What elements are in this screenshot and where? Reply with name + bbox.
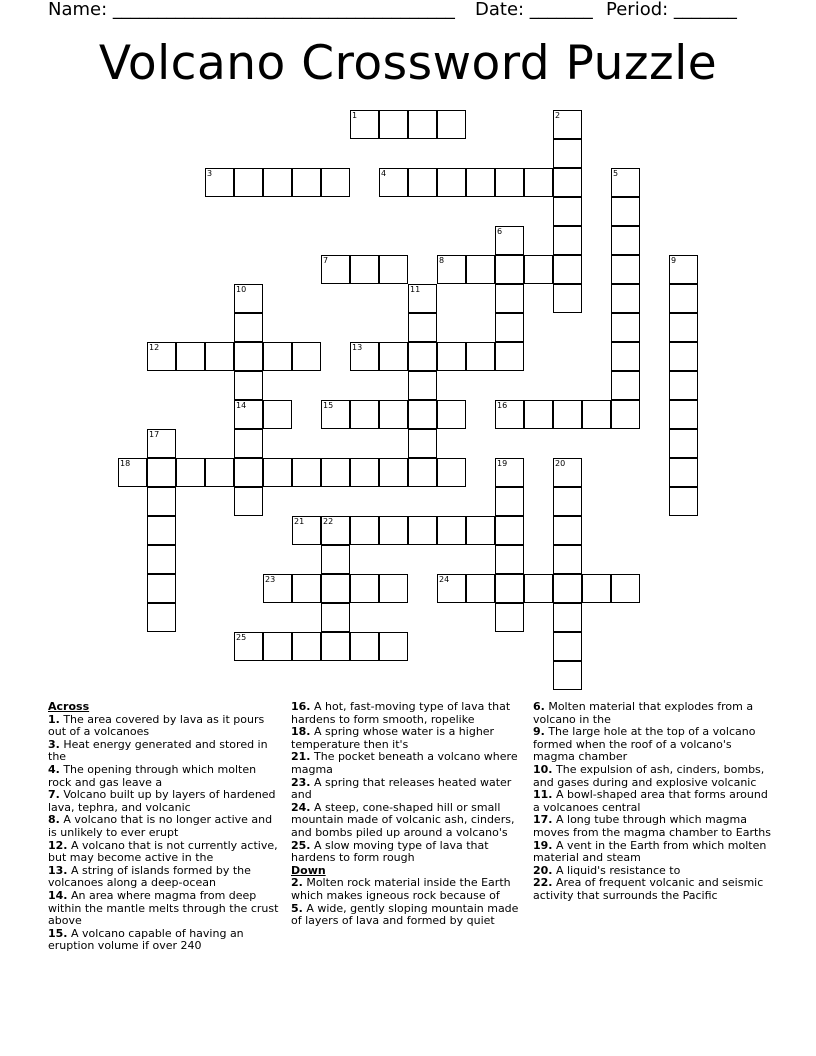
clue-number: 8 <box>439 256 445 265</box>
clue-item <box>48 890 282 928</box>
clue-text: A spring whose water is a higher temperature then it's <box>291 725 495 751</box>
grid-cell[interactable] <box>292 458 321 487</box>
clue-number: 9 <box>671 256 677 265</box>
clue-number-label: 6. <box>533 700 545 713</box>
clue-text: A volcano that is no longer active and is unlikely to ever erupt <box>48 813 273 839</box>
grid-cell[interactable] <box>350 255 379 284</box>
grid-cell[interactable] <box>408 400 437 429</box>
page-title: Volcano Crossword Puzzle <box>98 36 718 91</box>
grid-cell[interactable] <box>437 458 466 487</box>
grid-cell[interactable] <box>350 574 379 603</box>
clue-item <box>48 714 282 739</box>
grid-cell[interactable] <box>553 516 582 545</box>
grid-cell[interactable] <box>582 574 611 603</box>
clue-item <box>48 814 282 839</box>
grid-cell[interactable] <box>321 458 350 487</box>
grid-cell[interactable] <box>553 139 582 168</box>
grid-cell[interactable] <box>669 487 698 516</box>
grid-cell[interactable] <box>408 110 437 139</box>
grid-cell[interactable] <box>321 516 350 545</box>
clue-number-label: 17. <box>533 813 553 827</box>
grid-cell[interactable] <box>611 255 640 284</box>
grid-cell[interactable] <box>379 516 408 545</box>
grid-cell[interactable] <box>611 400 640 429</box>
grid-cell[interactable] <box>205 342 234 371</box>
grid-cell[interactable] <box>350 632 379 661</box>
grid-cell[interactable] <box>437 168 466 197</box>
clue-item <box>291 701 521 726</box>
grid-cell[interactable] <box>553 661 582 690</box>
grid-cell[interactable] <box>553 284 582 313</box>
clue-text: Heat energy generated and stored in the <box>48 737 268 764</box>
clue-number: 13 <box>352 343 363 352</box>
grid-cell[interactable] <box>147 458 176 487</box>
grid-cell[interactable] <box>553 574 582 603</box>
grid-cell[interactable] <box>437 342 466 371</box>
grid-cell[interactable] <box>495 168 524 197</box>
clue-number-label: 18. <box>291 725 311 739</box>
grid-cell[interactable] <box>350 400 379 429</box>
date-field-label: Date: _______ <box>475 0 593 20</box>
grid-cell[interactable] <box>379 400 408 429</box>
grid-cell[interactable] <box>524 255 553 284</box>
grid-cell[interactable] <box>669 342 698 371</box>
clue-item <box>533 877 773 902</box>
clue-item <box>48 789 282 814</box>
grid-cell[interactable] <box>147 342 176 371</box>
clues-column-2 <box>291 701 521 928</box>
grid-cell[interactable] <box>437 516 466 545</box>
clue-number-label: 12. <box>48 838 68 852</box>
clue-text: An area where magma from deep within the mantle melts through the crust above <box>48 888 279 928</box>
grid-cell[interactable] <box>611 197 640 226</box>
grid-cell[interactable] <box>466 342 495 371</box>
grid-cell[interactable] <box>582 400 611 429</box>
clue-number-label: 14. <box>48 888 68 902</box>
grid-cell[interactable] <box>321 632 350 661</box>
clue-item <box>291 751 521 776</box>
clue-number: 1 <box>352 111 358 120</box>
grid-cell[interactable] <box>466 168 495 197</box>
grid-cell[interactable] <box>147 574 176 603</box>
clue-number-label: 10. <box>533 762 553 776</box>
clues-column-3 <box>533 701 773 903</box>
clue-number: 18 <box>120 459 131 468</box>
grid-cell[interactable] <box>292 516 321 545</box>
clue-text: The large hole at the top of a volcano formed when the roof of a volcano's magma chamber <box>533 725 756 764</box>
grid-cell[interactable] <box>147 429 176 458</box>
grid-cell[interactable] <box>234 342 263 371</box>
clue-text: A string of islands formed by the volcanoes along a deep-ocean <box>48 863 251 890</box>
clue-text: A vent in the Earth from which molten material and steam <box>533 838 767 865</box>
grid-cell[interactable] <box>669 371 698 400</box>
clue-text: The area covered by lava as it pours out of a volcanoes <box>48 712 265 739</box>
grid-cell[interactable] <box>321 255 350 284</box>
clue-number: 3 <box>207 169 213 178</box>
clue-number: 2 <box>555 111 561 120</box>
grid-cell[interactable] <box>350 516 379 545</box>
clue-item <box>48 928 282 953</box>
grid-cell[interactable] <box>495 226 524 255</box>
grid-cell[interactable] <box>524 574 553 603</box>
grid-cell[interactable] <box>495 255 524 284</box>
clue-number-label: 15. <box>48 926 68 940</box>
grid-cell[interactable] <box>234 632 263 661</box>
clue-item <box>48 764 282 789</box>
grid-cell[interactable] <box>379 168 408 197</box>
clue-item <box>533 789 773 814</box>
clue-item <box>291 840 521 865</box>
grid-cell[interactable] <box>408 313 437 342</box>
clue-number: 12 <box>149 343 160 352</box>
grid-cell[interactable] <box>234 168 263 197</box>
grid-cell[interactable] <box>669 255 698 284</box>
clue-text: A bowl-shaped area that forms around a volcanoes central <box>533 788 768 814</box>
clue-number: 10 <box>236 285 247 294</box>
grid-cell[interactable] <box>234 313 263 342</box>
grid-cell[interactable] <box>669 400 698 429</box>
grid-cell[interactable] <box>466 574 495 603</box>
grid-cell[interactable] <box>611 371 640 400</box>
grid-cell[interactable] <box>495 516 524 545</box>
clue-number-label: 22. <box>533 876 553 890</box>
grid-cell[interactable] <box>495 603 524 632</box>
clue-text: A hot, fast-moving type of lava that hardens to form smooth, ropelike <box>291 700 511 726</box>
clue-item <box>48 739 282 764</box>
grid-cell[interactable] <box>292 632 321 661</box>
clue-number: 22 <box>323 517 334 526</box>
clue-text: A long tube through which magma moves from the magma chamber to Earths <box>533 813 771 839</box>
grid-cell[interactable] <box>553 110 582 139</box>
grid-cell[interactable] <box>234 429 263 458</box>
grid-cell[interactable] <box>321 168 350 197</box>
grid-cell[interactable] <box>379 342 408 371</box>
grid-cell[interactable] <box>495 574 524 603</box>
grid-cell[interactable] <box>234 371 263 400</box>
grid-cell[interactable] <box>553 487 582 516</box>
clue-number: 5 <box>613 169 619 178</box>
clue-number-label: 11. <box>533 788 553 802</box>
clue-number: 4 <box>381 169 387 178</box>
grid-cell[interactable] <box>408 371 437 400</box>
grid-cell[interactable] <box>234 458 263 487</box>
grid-cell[interactable] <box>669 313 698 342</box>
grid-cell[interactable] <box>350 110 379 139</box>
grid-cell[interactable] <box>437 110 466 139</box>
grid-cell[interactable] <box>611 168 640 197</box>
grid-cell[interactable] <box>147 516 176 545</box>
clue-item <box>533 840 773 865</box>
grid-cell[interactable] <box>466 516 495 545</box>
grid-cell[interactable] <box>553 400 582 429</box>
grid-cell[interactable] <box>495 487 524 516</box>
grid-cell[interactable] <box>611 313 640 342</box>
grid-cell[interactable] <box>437 400 466 429</box>
clue-number-label: 19. <box>533 838 553 852</box>
clue-number-label: 25. <box>291 838 311 852</box>
grid-cell[interactable] <box>611 284 640 313</box>
clue-number: 7 <box>323 256 329 265</box>
clue-number-label: 8. <box>48 813 60 827</box>
grid-cell[interactable] <box>495 458 524 487</box>
clue-text: A wide, gently sloping mountain made of layers of lava and formed by quiet <box>291 901 519 928</box>
grid-cell[interactable] <box>263 574 292 603</box>
clue-text: A spring that releases heated water and <box>291 775 512 802</box>
grid-cell[interactable] <box>553 603 582 632</box>
clue-item <box>533 701 773 726</box>
grid-cell[interactable] <box>408 342 437 371</box>
clue-item <box>533 726 773 764</box>
clue-item <box>291 802 521 840</box>
clue-item <box>291 877 521 902</box>
clue-number: 11 <box>410 285 421 294</box>
grid-cell[interactable] <box>669 429 698 458</box>
grid-cell[interactable] <box>350 458 379 487</box>
grid-cell[interactable] <box>379 255 408 284</box>
clue-text: The expulsion of ash, cinders, bombs, and gases during and explosive volcanic <box>533 762 765 789</box>
grid-cell[interactable] <box>437 255 466 284</box>
clue-text: Molten material that explodes from a volcano in the <box>533 700 754 726</box>
grid-cell[interactable] <box>379 632 408 661</box>
clue-number: 24 <box>439 575 450 584</box>
grid-cell[interactable] <box>350 342 379 371</box>
clue-number-label: 1. <box>48 712 60 726</box>
grid-cell[interactable] <box>553 632 582 661</box>
clue-number-label: 24. <box>291 800 311 814</box>
grid-cell[interactable] <box>495 313 524 342</box>
grid-cell[interactable] <box>408 284 437 313</box>
grid-cell[interactable] <box>234 487 263 516</box>
clue-text: A slow moving type of lava that hardens to form rough <box>291 838 489 865</box>
clue-text: Area of frequent volcanic and seismic activity that surrounds the Pacific <box>533 876 764 902</box>
grid-cell[interactable] <box>147 487 176 516</box>
grid-cell[interactable] <box>553 226 582 255</box>
clue-item <box>291 903 521 928</box>
clue-text: A volcano capable of having an eruption volume if over 240 <box>48 926 244 953</box>
grid-cell[interactable] <box>118 458 147 487</box>
clue-item <box>533 814 773 839</box>
grid-cell[interactable] <box>437 574 466 603</box>
clue-number: 21 <box>294 517 305 526</box>
across-heading: Across <box>48 700 90 713</box>
clue-number-label: 9. <box>533 725 545 739</box>
period-field-label: Period: _______ <box>606 0 737 20</box>
name-field-label: Name: ______________________________________ <box>48 0 455 20</box>
grid-cell[interactable] <box>379 458 408 487</box>
grid-cell[interactable] <box>495 545 524 574</box>
clue-number-label: 20. <box>533 863 553 877</box>
grid-cell[interactable] <box>524 400 553 429</box>
grid-cell[interactable] <box>321 574 350 603</box>
grid-cell[interactable] <box>379 574 408 603</box>
clue-number: 6 <box>497 227 503 236</box>
down-heading: Down <box>291 863 326 877</box>
clue-item <box>291 777 521 802</box>
grid-cell[interactable] <box>321 545 350 574</box>
grid-cell[interactable] <box>669 458 698 487</box>
grid-cell[interactable] <box>321 400 350 429</box>
clue-item <box>48 865 282 890</box>
clue-item <box>533 764 773 789</box>
grid-cell[interactable] <box>408 458 437 487</box>
clue-number: 14 <box>236 401 247 410</box>
grid-cell[interactable] <box>263 342 292 371</box>
grid-cell[interactable] <box>292 574 321 603</box>
clue-text: Volcano built up by layers of hardened lava, tephra, and volcanic <box>48 788 276 814</box>
clue-number: 20 <box>555 459 566 468</box>
grid-cell[interactable] <box>205 168 234 197</box>
clue-text: Molten rock material inside the Earth which makes igneous rock because of <box>291 876 511 902</box>
clue-number-label: 13. <box>48 863 68 877</box>
grid-cell[interactable] <box>524 168 553 197</box>
clue-item <box>48 840 282 865</box>
grid-cell[interactable] <box>263 632 292 661</box>
clue-text: The opening through which molten rock and gas leave a <box>48 762 257 789</box>
clue-item <box>291 726 521 751</box>
grid-cell[interactable] <box>611 342 640 371</box>
grid-cell[interactable] <box>611 226 640 255</box>
grid-cell[interactable] <box>408 516 437 545</box>
clue-text: A liquid's resistance to <box>552 863 681 877</box>
grid-cell[interactable] <box>147 603 176 632</box>
grid-cell[interactable] <box>234 284 263 313</box>
grid-cell[interactable] <box>379 110 408 139</box>
grid-cell[interactable] <box>466 255 495 284</box>
clue-number-label: 16. <box>291 700 311 713</box>
clue-number-label: 7. <box>48 788 60 802</box>
grid-cell[interactable] <box>292 342 321 371</box>
clues-column-1 <box>48 701 282 953</box>
clue-number-label: 23. <box>291 775 311 789</box>
grid-cell[interactable] <box>263 400 292 429</box>
clue-number-label: 4. <box>48 762 60 776</box>
grid-cell[interactable] <box>321 603 350 632</box>
clue-number-label: 2. <box>291 876 303 890</box>
clue-text: A volcano that is not currently active, but may become active in the <box>48 838 278 865</box>
clue-number: 23 <box>265 575 276 584</box>
grid-cell[interactable] <box>176 342 205 371</box>
clue-number-label: 5. <box>291 901 303 915</box>
clue-number: 25 <box>236 633 247 642</box>
grid-cell[interactable] <box>205 458 234 487</box>
clue-number-label: 21. <box>291 750 311 764</box>
grid-cell[interactable] <box>263 458 292 487</box>
grid-cell[interactable] <box>553 458 582 487</box>
grid-cell[interactable] <box>553 545 582 574</box>
grid-cell[interactable] <box>147 545 176 574</box>
clue-number: 17 <box>149 430 160 439</box>
clue-number: 15 <box>323 401 334 410</box>
clue-text: A steep, cone-shaped hill or small mountain made of volcanic ash, cinders, and bombs piled up around a volcano's <box>291 800 515 839</box>
grid-cell[interactable] <box>263 168 292 197</box>
grid-cell[interactable] <box>669 284 698 313</box>
grid-cell[interactable] <box>176 458 205 487</box>
grid-cell[interactable] <box>553 197 582 226</box>
grid-cell[interactable] <box>553 168 582 197</box>
grid-cell[interactable] <box>553 255 582 284</box>
grid-cell[interactable] <box>292 168 321 197</box>
clue-number: 19 <box>497 459 508 468</box>
grid-cell[interactable] <box>408 168 437 197</box>
grid-cell[interactable] <box>234 400 263 429</box>
grid-cell[interactable] <box>495 284 524 313</box>
grid-cell[interactable] <box>495 400 524 429</box>
clue-text: The pocket beneath a volcano where magma <box>291 750 518 776</box>
clue-number-label: 3. <box>48 737 60 751</box>
clue-number: 16 <box>497 401 508 410</box>
grid-cell[interactable] <box>495 342 524 371</box>
grid-cell[interactable] <box>408 429 437 458</box>
grid-cell[interactable] <box>611 574 640 603</box>
